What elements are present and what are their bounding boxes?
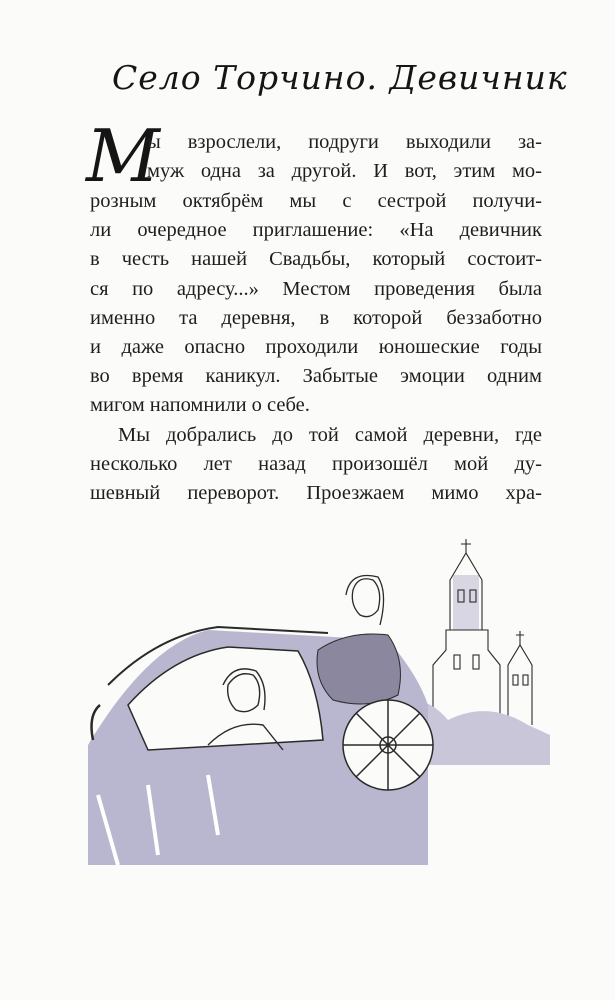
text-line: во время каникул. Забытые эмоции одним bbox=[90, 365, 542, 387]
church-icon bbox=[433, 539, 532, 725]
text-line: мигом напомнили о себе. bbox=[90, 394, 310, 416]
text-line: несколько лет назад произошёл мой ду- bbox=[90, 453, 542, 475]
text-line: ы взрослели, подруги выходили за- bbox=[147, 131, 542, 153]
text-line: ли очередное приглашение: «На девичник bbox=[90, 219, 542, 241]
text-line: шевный переворот. Проезжаем мимо хра- bbox=[90, 482, 542, 504]
text-line: розным октябрём мы с сестрой получи- bbox=[90, 190, 542, 212]
car-and-church-illustration bbox=[88, 535, 550, 865]
text-line: ся по адресу...» Местом проведения была bbox=[90, 278, 542, 300]
text-line: именно та деревня, в которой беззаботно bbox=[90, 307, 542, 329]
text-line: в честь нашей Свадьбы, который состоит- bbox=[90, 248, 542, 270]
text-line: и даже опасно проходили юношеские годы bbox=[90, 336, 542, 358]
text-line: Мы добрались до той самой деревни, где bbox=[118, 424, 542, 446]
text-line: муж одна за другой. И вот, этим мо- bbox=[147, 160, 542, 182]
steering-wheel bbox=[343, 700, 433, 790]
drop-cap-letter: М bbox=[86, 114, 160, 198]
chapter-title: Село Торчино. Девичник bbox=[112, 58, 568, 97]
